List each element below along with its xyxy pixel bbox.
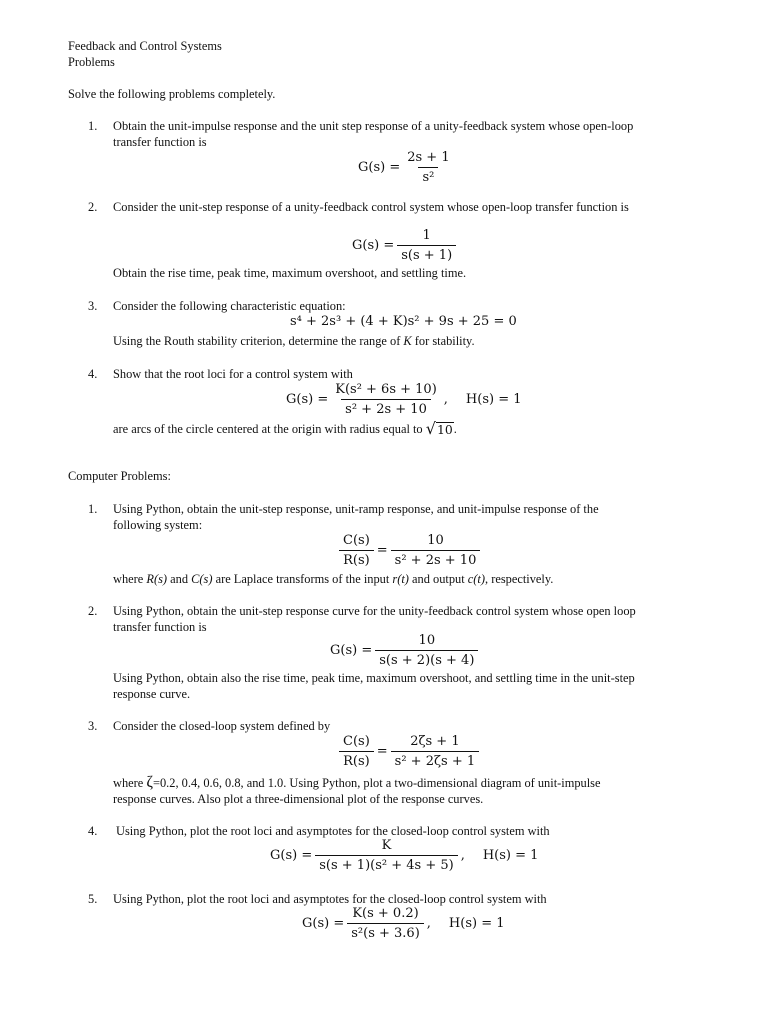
numerator: 1 (422, 228, 431, 243)
characteristic-equation: s⁴ + 2s³ + (4 + K)s² + 9s + 25 = 0 (290, 314, 517, 329)
equation-lhs: G(s) = (352, 238, 395, 253)
equation (352, 228, 459, 263)
fraction (331, 382, 441, 417)
numerator: 2s + 1 (407, 150, 450, 165)
problem-number: 1. (88, 119, 98, 133)
fraction (397, 228, 456, 263)
problem-text: Using Python, plot the root loci and asymptotes for the closed-loop control system with (113, 892, 547, 906)
problem-number: 4. (88, 824, 98, 838)
problem-number: 1. (88, 502, 98, 516)
problem-text: Obtain the unit-impulse response and the unit step response of a unity-feedback system whose open-loop (113, 119, 634, 133)
fraction: $\frac{C(s)}{R(s)}$ (339, 533, 374, 568)
problem-text: Using the Routh stability criterion, determine the range of K for stability. (113, 334, 475, 348)
problem-number: 3. (88, 719, 98, 733)
problem-text: response curves. Also plot a three-dimensional plot of the response curves. (113, 792, 484, 806)
equation: G(s) = $\frac{10}{s(s + 2)(s + 4)}$ (330, 633, 481, 668)
problem-text: are arcs of the circle centered at the origin with radius equal to √ 10 . (113, 419, 457, 439)
problem-text: Using Python, plot the root loci and asymptotes for the closed-loop control system with (116, 824, 550, 838)
equation (358, 150, 457, 185)
zeta-symbol: ζ (146, 774, 153, 791)
problem-number: 5. (88, 892, 98, 906)
problem-text: response curve. (113, 687, 191, 701)
fraction (403, 150, 453, 185)
instruction-text: Solve the following problems completely. (68, 87, 276, 101)
denominator: s(s + 1) (397, 245, 456, 263)
equation: G(s) = $\frac{K(s + 0.2)}{\text{s²(s + 3.6)}}$ , H(s) = 1 (302, 906, 505, 941)
variable-k: K (403, 334, 412, 348)
problem-text: transfer function is (113, 620, 207, 634)
fraction: $\frac{K(s + 0.2)}{\text{s²(s + 3.6)}}$ (347, 906, 424, 941)
problem-number: 3. (88, 299, 98, 313)
problem-text: where ζ=0.2, 0.4, 0.6, 0.8, and 1.0. Using Python, plot a two-dimensional diagram of unit-impulse (113, 774, 601, 791)
numerator: K(s² + 6s + 10) (335, 382, 437, 397)
problem-text: Obtain the rise time, peak time, maximum overshoot, and settling time. (113, 266, 467, 280)
square-root: √ 10 (425, 419, 453, 439)
problem-text: transfer function is (113, 135, 207, 149)
feedback-h: H(s) = 1 (482, 848, 539, 863)
problem-text: Consider the following characteristic equation: (113, 299, 346, 313)
problem-text: where R(s) and C(s) are Laplace transforms of the input r(t) and output c(t), respectively. (113, 572, 554, 586)
transfer-function: $\frac{C(s)}{R(s)}$ = $\frac{10}{\text{s² + 2s + 10}}$ (336, 533, 483, 568)
problem-text: Using Python, obtain also the rise time, peak time, maximum overshoot, and settling time in the unit-step (113, 671, 635, 685)
fraction: $\frac{K}{\text{s(s + 1)(s² + 4s + 5)}}$ (315, 838, 457, 873)
fraction: $\frac{2\zeta s + 1}{\text{s² + 2ζs + 1}}$ (391, 734, 479, 769)
denominator: s² (418, 167, 438, 185)
computer-problems-heading: Computer Problems: (68, 469, 171, 483)
transfer-function: $\frac{C(s)}{R(s)}$ = $\frac{2\zeta s + 1}{\text{s² + 2ζs + 1}}$ (336, 734, 482, 769)
problem-number: 2. (88, 200, 98, 214)
problem-text: following system: (113, 518, 203, 532)
fraction: $\frac{10}{\text{s² + 2s + 10}}$ (391, 533, 481, 568)
equation: G(s) = $\frac{K}{\text{s(s + 1)(s² + 4s + 5)}}$ , H(s) = 1 (270, 838, 539, 873)
page-subtitle: Problems (68, 55, 115, 69)
denominator: s² + 2s + 10 (341, 399, 431, 417)
problem-text: Consider the closed-loop system defined by (113, 719, 331, 733)
equation: G(s) = $\frac{\text{K(s² + 6s + 10)}}{\text{s² + 2s + 10}}$ , H(s) = 1 (286, 382, 522, 417)
problem-text: Show that the root loci for a control system with (113, 367, 353, 381)
problem-text: Consider the unit-step response of a unity-feedback control system whose open-loop transfer function is (113, 200, 629, 214)
equation-lhs: G(s) = (286, 392, 329, 407)
equation-lhs: G(s) = (358, 160, 401, 175)
problem-number: 4. (88, 367, 98, 381)
fraction: $\frac{C(s)}{R(s)}$ (339, 734, 374, 769)
problem-number: 2. (88, 604, 98, 618)
problem-text: Using Python, obtain the unit-step response curve for the unity-feedback control system whose open loop (113, 604, 636, 618)
fraction: $\frac{10}{s(s + 2)(s + 4)}$ (375, 633, 478, 668)
course-title: Feedback and Control Systems (68, 39, 222, 53)
feedback-h: H(s) = 1 (465, 392, 522, 407)
problem-text: Using Python, obtain the unit-step response, unit-ramp response, and unit-impulse response of the (113, 502, 599, 516)
feedback-h: H(s) = 1 (448, 916, 505, 931)
